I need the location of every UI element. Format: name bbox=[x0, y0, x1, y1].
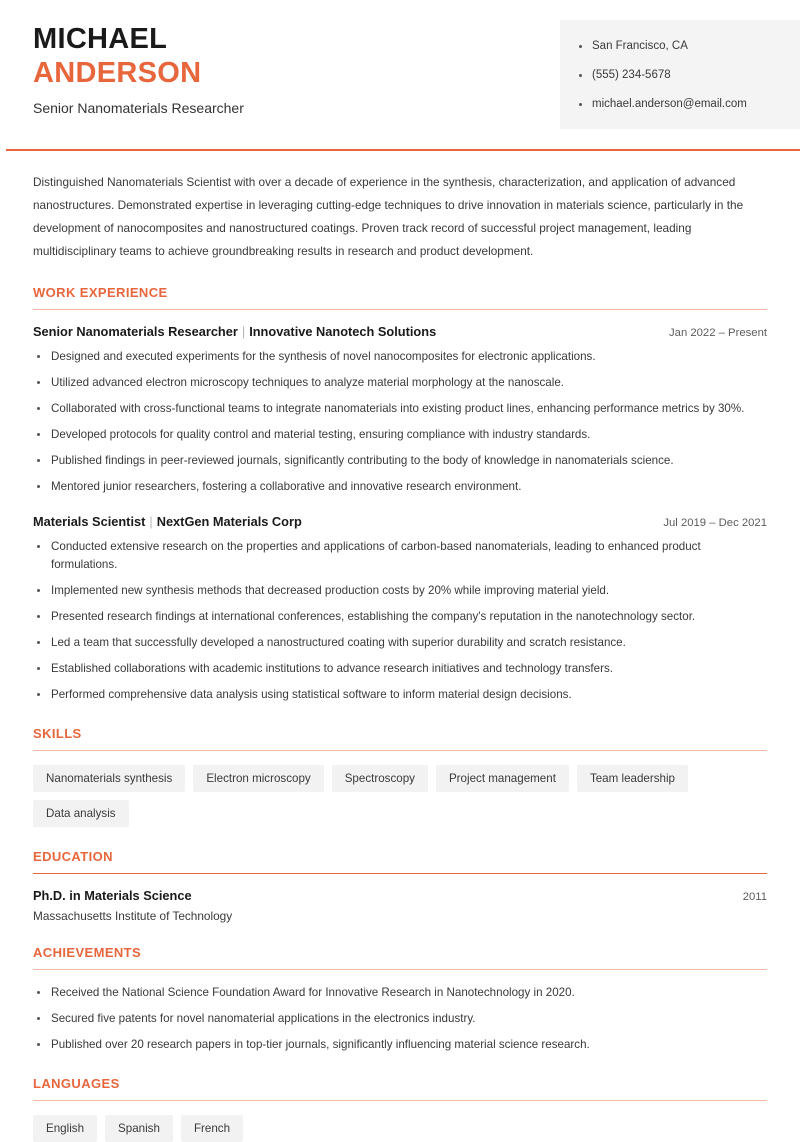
section-title-skills: SKILLS bbox=[33, 725, 82, 741]
bullet-item: Performed comprehensive data analysis using statistical software to inform material design decisions. bbox=[33, 686, 767, 704]
section-divider-education bbox=[33, 873, 767, 874]
education-year: 2011 bbox=[742, 890, 767, 903]
bullet-item: Presented research findings at international conferences, establishing the company's reputation in the nanotechnology sector. bbox=[33, 608, 767, 626]
experience-entry-header bbox=[33, 514, 767, 529]
section-title-education: EDUCATION bbox=[33, 848, 113, 864]
language-chip: French bbox=[181, 1115, 243, 1142]
section-skills bbox=[33, 726, 767, 827]
title-separator: | bbox=[241, 324, 246, 340]
last-name: ANDERSON bbox=[33, 57, 202, 90]
section-divider-skills bbox=[33, 750, 767, 751]
resume-header bbox=[0, 0, 800, 129]
section-achievements bbox=[33, 945, 767, 1054]
skills-chip-list bbox=[33, 765, 767, 827]
education-entry-header bbox=[33, 888, 767, 903]
section-work-experience bbox=[33, 285, 767, 704]
experience-company: NextGen Materials Corp bbox=[156, 514, 302, 530]
language-chip: English bbox=[33, 1115, 97, 1142]
header-divider bbox=[6, 149, 800, 151]
education-entry bbox=[33, 888, 767, 923]
contact-item-phone: (555) 234-5678 bbox=[578, 69, 782, 83]
experience-bullet-list bbox=[33, 538, 767, 704]
experience-date: Jan 2022 – Present bbox=[669, 327, 767, 340]
bullet-item: Conducted extensive research on the properties and applications of carbon-based nanomaterials, leading to enhanced product formulations. bbox=[33, 538, 767, 574]
section-divider-work-experience bbox=[33, 309, 767, 310]
professional-summary: Distinguished Nanomaterials Scientist with over a decade of experience in the synthesis, characterization, and application of advanced nanostructures. Demonstrated expertise in leveraging cutting-edge techniques to drive innovation in materials science, particularly in the development of nanocomposites and nanostructured coatings. Proven track record of successful project management, leading multidisciplinary teams to achieve groundbreaking results in research and product development. bbox=[33, 175, 744, 259]
job-subtitle: Senior Nanomaterials Researcher bbox=[33, 100, 244, 117]
resume-content bbox=[0, 171, 800, 1142]
section-education bbox=[33, 849, 767, 923]
section-divider-languages bbox=[33, 1100, 767, 1101]
section-title-achievements: ACHIEVEMENTS bbox=[33, 944, 142, 960]
title-separator: | bbox=[149, 514, 153, 530]
experience-role: Materials Scientist bbox=[33, 514, 146, 530]
experience-date: Jul 2019 – Dec 2021 bbox=[663, 517, 767, 530]
section-divider-achievements bbox=[33, 969, 767, 970]
bullet-item: Implemented new synthesis methods that decreased production costs by 20% while improving material yield. bbox=[33, 582, 767, 600]
first-name: MICHAEL bbox=[33, 23, 168, 55]
languages-chip-list bbox=[33, 1115, 767, 1142]
section-languages bbox=[33, 1076, 767, 1142]
bullet-item: Mentored junior researchers, fostering a collaborative and innovative research environment. bbox=[33, 478, 767, 496]
bullet-item: Utilized advanced electron microscopy techniques to analyze material morphology at the nanoscale. bbox=[33, 374, 767, 392]
skill-chip: Spectroscopy bbox=[332, 765, 428, 792]
experience-title-line bbox=[33, 324, 436, 339]
achievements-bullet-list bbox=[33, 984, 767, 1054]
section-title-languages: LANGUAGES bbox=[33, 1075, 120, 1091]
contact-info-box bbox=[560, 20, 800, 129]
bullet-item: Received the National Science Foundation Award for Innovative Research in Nanotechnology in 2020. bbox=[33, 984, 767, 1002]
education-degree: Ph.D. in Materials Science bbox=[33, 887, 192, 903]
contact-list bbox=[578, 40, 782, 111]
experience-entry bbox=[33, 324, 767, 496]
experience-entry bbox=[33, 514, 767, 704]
skill-chip: Team leadership bbox=[577, 765, 688, 792]
skill-chip: Nanomaterials synthesis bbox=[33, 765, 185, 792]
education-school: Massachusetts Institute of Technology bbox=[33, 908, 233, 923]
bullet-item: Developed protocols for quality control and material testing, ensuring compliance with industry standards. bbox=[33, 426, 767, 444]
bullet-item: Established collaborations with academic institutions to advance research initiatives and technology transfers. bbox=[33, 660, 767, 678]
skill-chip: Data analysis bbox=[33, 800, 129, 827]
bullet-item: Published over 20 research papers in top-tier journals, significantly influencing material science research. bbox=[33, 1036, 767, 1054]
bullet-item: Led a team that successfully developed a nanostructured coating with superior durability and scratch resistance. bbox=[33, 634, 767, 652]
language-chip: Spanish bbox=[105, 1115, 173, 1142]
header-identity bbox=[0, 0, 244, 116]
skill-chip: Project management bbox=[436, 765, 569, 792]
section-title-work-experience: WORK EXPERIENCE bbox=[33, 285, 168, 301]
bullet-item: Secured five patents for novel nanomaterial applications in the electronics industry. bbox=[33, 1010, 767, 1028]
bullet-item: Designed and executed experiments for the synthesis of novel nanocomposites for electronic applications. bbox=[33, 348, 767, 366]
experience-bullet-list bbox=[33, 348, 767, 496]
bullet-item: Published findings in peer-reviewed journals, significantly contributing to the body of knowledge in nanomaterials science. bbox=[33, 452, 767, 470]
experience-entry-header bbox=[33, 324, 767, 339]
skill-chip: Electron microscopy bbox=[193, 765, 323, 792]
contact-item-email: michael.anderson@email.com bbox=[578, 98, 782, 112]
experience-company: Innovative Nanotech Solutions bbox=[249, 324, 437, 340]
experience-role: Senior Nanomaterials Researcher bbox=[33, 324, 238, 340]
bullet-item: Collaborated with cross-functional teams to integrate nanomaterials into existing product lines, enhancing performance metrics by 30%. bbox=[33, 400, 767, 418]
experience-title-line bbox=[33, 514, 302, 529]
contact-item-location: San Francisco, CA bbox=[578, 40, 782, 54]
